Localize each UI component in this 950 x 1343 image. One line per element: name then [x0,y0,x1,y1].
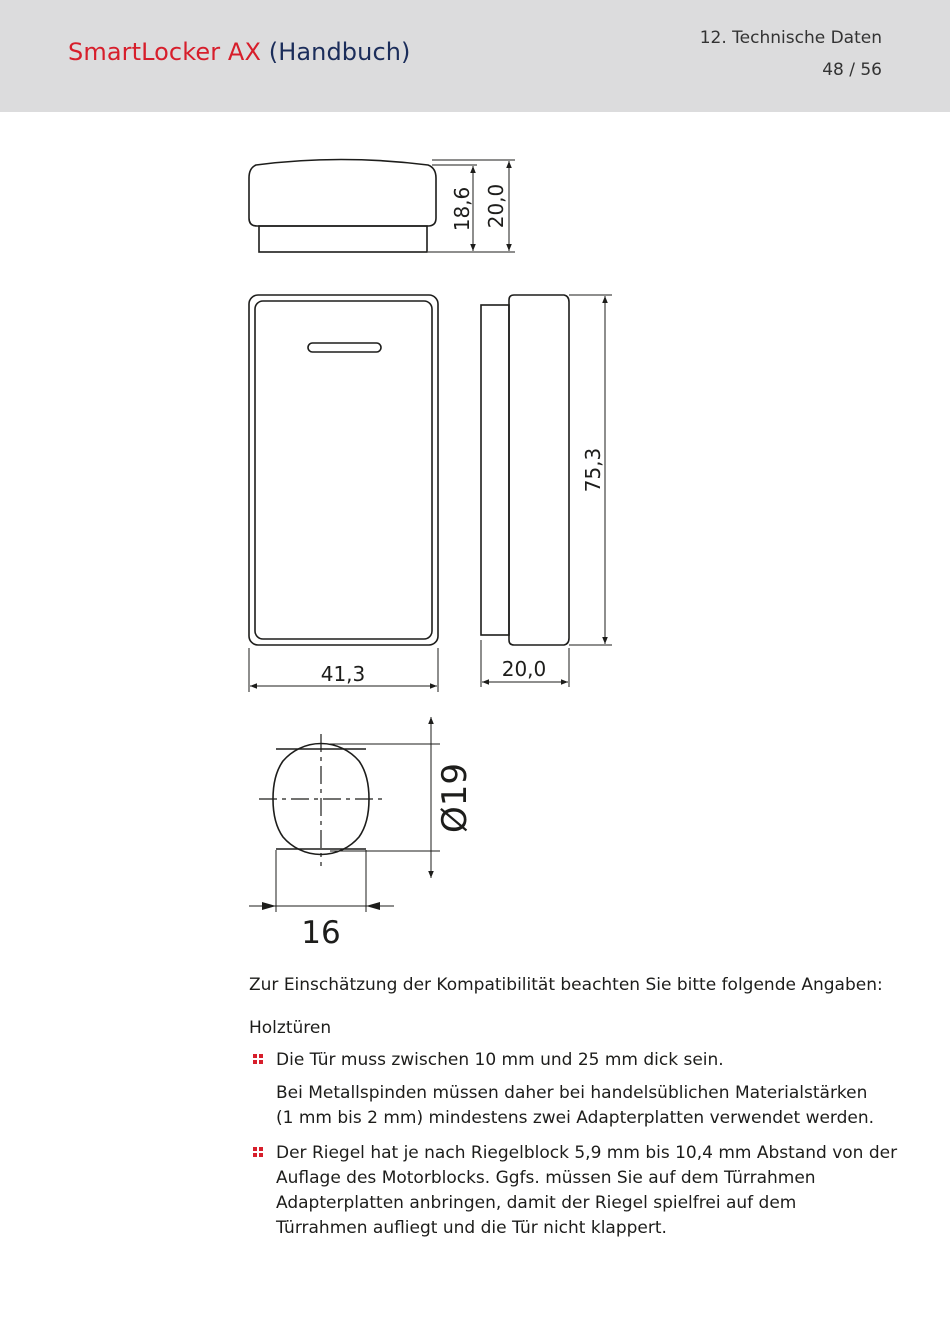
section-title: 12. Technische Daten [699,28,882,48]
bullet-text: Der Riegel hat je nach Riegelblock 5,9 mm bis 10,4 mm Abstand von der [276,1143,898,1163]
side-view-outline [481,295,569,645]
dim-total-height: 20,0 [484,183,508,229]
dim-cap-height: 18,6 [450,186,474,232]
dim-diameter: Ø19 [435,762,475,834]
subheading: Holztüren [249,1018,332,1038]
bullet-text: Adapterplatten anbringen, damit der Riegel spielfrei auf dem [276,1193,797,1213]
dim-width: 41,3 [320,662,366,686]
bullet-text: Die Tür muss zwischen 10 mm und 25 mm dick sein. [276,1050,724,1070]
note-text: (1 mm bis 2 mm) mindestens zwei Adapterplatten verwendet werden. [276,1108,875,1128]
top-view-outline [249,160,436,253]
brand-subtitle: (Handbuch) [268,38,411,66]
bullet-text: Türrahmen aufliegt und die Tür nicht klappert. [276,1218,667,1238]
bullet-text: Auflage des Motorblocks. Ggfs. müssen Sie auf dem Türrahmen [276,1168,816,1188]
dim-depth: 20,0 [501,657,547,681]
front-view-outline [249,295,438,645]
dim-length: 75,3 [581,447,605,493]
intro-paragraph: Zur Einschätzung der Kompatibilität beachten Sie bitte folgende Angaben: [249,975,883,995]
bullet-icon [253,1054,264,1065]
page-number: 48 / 56 [822,60,882,80]
brand-name: SmartLocker AX [68,38,261,66]
note-text: Bei Metallspinden müssen daher bei handelsüblichen Materialstärken [276,1083,868,1103]
dim-flat: 16 [301,915,341,951]
bullet-icon [253,1147,264,1158]
